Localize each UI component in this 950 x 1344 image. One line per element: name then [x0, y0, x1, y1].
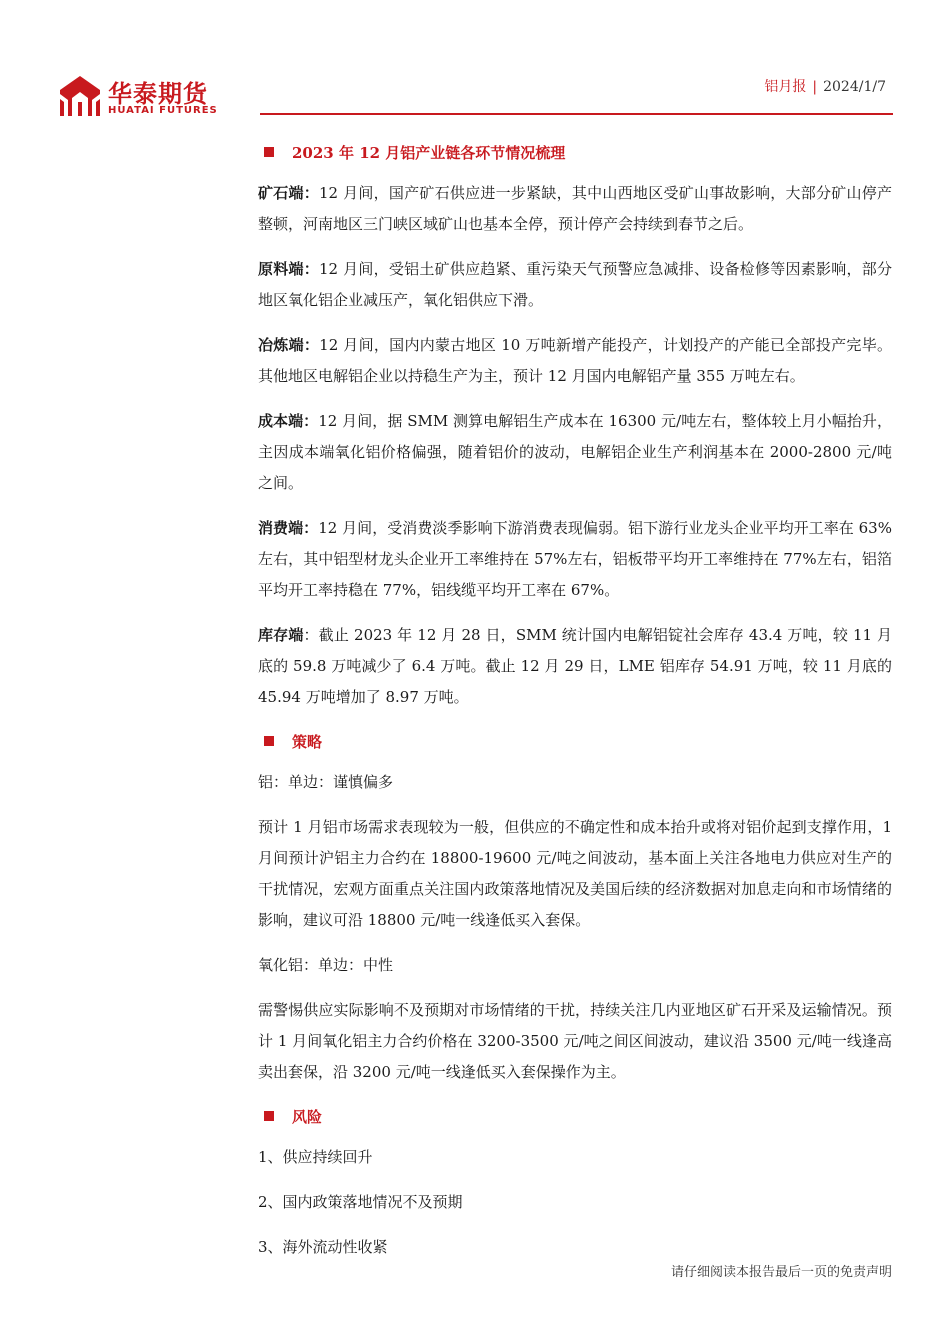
section-title-review	[258, 138, 892, 166]
paragraph-lead: 矿石端：	[258, 184, 320, 202]
strategy-alumina-view: 氧化铝：单边：中性	[258, 956, 394, 974]
header-divider	[260, 113, 893, 115]
paragraph-text: 12 月间，国产矿石供应进一步紧缺，其中山西地区受矿山事故影响，大部分矿山停产整顿，河南地区三门峡区域矿山也基本全停，预计停产会持续到春节之后。	[258, 184, 892, 233]
paragraph-lead: 冶炼端：	[258, 336, 320, 354]
paragraph-cost	[258, 406, 892, 499]
page-header	[0, 0, 950, 120]
paragraph-raw-material	[258, 254, 892, 316]
footer-disclaimer: 请仔细阅读本报告最后一页的免责声明	[670, 1265, 892, 1280]
report-body	[258, 138, 892, 1277]
huatai-logo-icon	[58, 74, 102, 118]
paragraph-lead: 原料端：	[258, 260, 320, 278]
header-separator: |	[812, 79, 818, 95]
paragraph-lead: 成本端：	[258, 412, 319, 430]
paragraph-text: 12 月间，受消费淡季影响下游消费表现偏弱。铝下游行业龙头企业平均开工率在 63%左右，其中铝型材龙头企业开工率维持在 57%左右，铝板带平均开工率维持在 77%左右，铝箔平均开工率持稳在 77%，铝线缆平均开工率在 67%。	[258, 519, 892, 599]
risk-item: 3、海外流动性收紧	[258, 1238, 388, 1256]
section-title-text: 风险	[292, 1107, 323, 1126]
section-bullet-icon	[264, 736, 274, 746]
section-title-text: 策略	[292, 732, 323, 751]
strategy-alumina-text: 需警惕供应实际影响不及预期对市场情绪的干扰，持续关注几内亚地区矿石开采及运输情况。预计 1 月间氧化铝主力合约价格在 3200-3500 元/吨之间区间波动，建议沿 3500 元/吨一线逢高卖出套保，沿 3200 元/吨一线逢低买入套保操作为主。	[258, 1001, 892, 1081]
report-date: 2024/1/7	[823, 79, 886, 95]
paragraph-text: 12 月间，国内内蒙古地区 10 万吨新增产能投产，计划投产的产能已全部投产完毕。其他地区电解铝企业以持稳生产为主，预计 12 月国内电解铝产量 355 万吨左右。	[258, 336, 892, 385]
paragraph-lead: 消费端：	[258, 519, 319, 537]
report-tag	[764, 76, 886, 96]
paragraph-text: 12 月间，据 SMM 测算电解铝生产成本在 16300 元/吨左右，整体较上月小幅抬升，主因成本端氧化铝价格偏强，随着铝价的波动，电解铝企业生产利润基本在 2000-2800 元/吨之间。	[258, 412, 892, 492]
report-type: 铝月报	[764, 79, 807, 95]
paragraph-smelting	[258, 330, 892, 392]
strategy-aluminum-text: 预计 1 月铝市场需求表现较为一般，但供应的不确定性和成本抬升或将对铝价起到支撑作用，1 月间预计沪铝主力合约在 18800-19600 元/吨之间波动，基本面上关注各地电力供应对生产的干扰情况，宏观方面重点关注国内政策落地情况及美国后续的经济数据对加息走向和市场情绪的影响，建议可沿 18800 元/吨一线逢低买入套保。	[258, 818, 892, 929]
strategy-aluminum-view: 铝：单边：谨慎偏多	[258, 773, 394, 791]
section-title-risk	[258, 1102, 892, 1130]
paragraph-inventory	[258, 620, 892, 713]
section-bullet-icon	[264, 1111, 274, 1121]
paragraph-text: ：截止 2023 年 12 月 28 日，SMM 统计国内电解铝锭社会库存 43.4 万吨，较 11 月底的 59.8 万吨减少了 6.4 万吨。截止 12 月 29 日，LME 铝库存 54.91 万吨，较 11 月底的 45.94 万吨增加了 8.97 万吨。	[258, 626, 892, 706]
paragraph-lead: 库存端	[258, 626, 304, 644]
huatai-logo	[58, 74, 228, 120]
paragraph-consumption	[258, 513, 892, 606]
paragraph-ore	[258, 178, 892, 240]
paragraph-text: 12 月间，受铝土矿供应趋紧、重污染天气预警应急减排、设备检修等因素影响，部分地区氧化铝企业减压产，氧化铝供应下滑。	[258, 260, 892, 309]
logo-english-name: HUATAI FUTURES	[108, 105, 218, 116]
section-title-text: 2023 年 12 月铝产业链各环节情况梳理	[292, 143, 566, 162]
logo-chinese-name: 华泰期货	[108, 80, 208, 108]
section-bullet-icon	[264, 147, 274, 157]
risk-item: 1、供应持续回升	[258, 1148, 373, 1166]
section-title-strategy	[258, 727, 892, 755]
risk-item: 2、国内政策落地情况不及预期	[258, 1193, 463, 1211]
